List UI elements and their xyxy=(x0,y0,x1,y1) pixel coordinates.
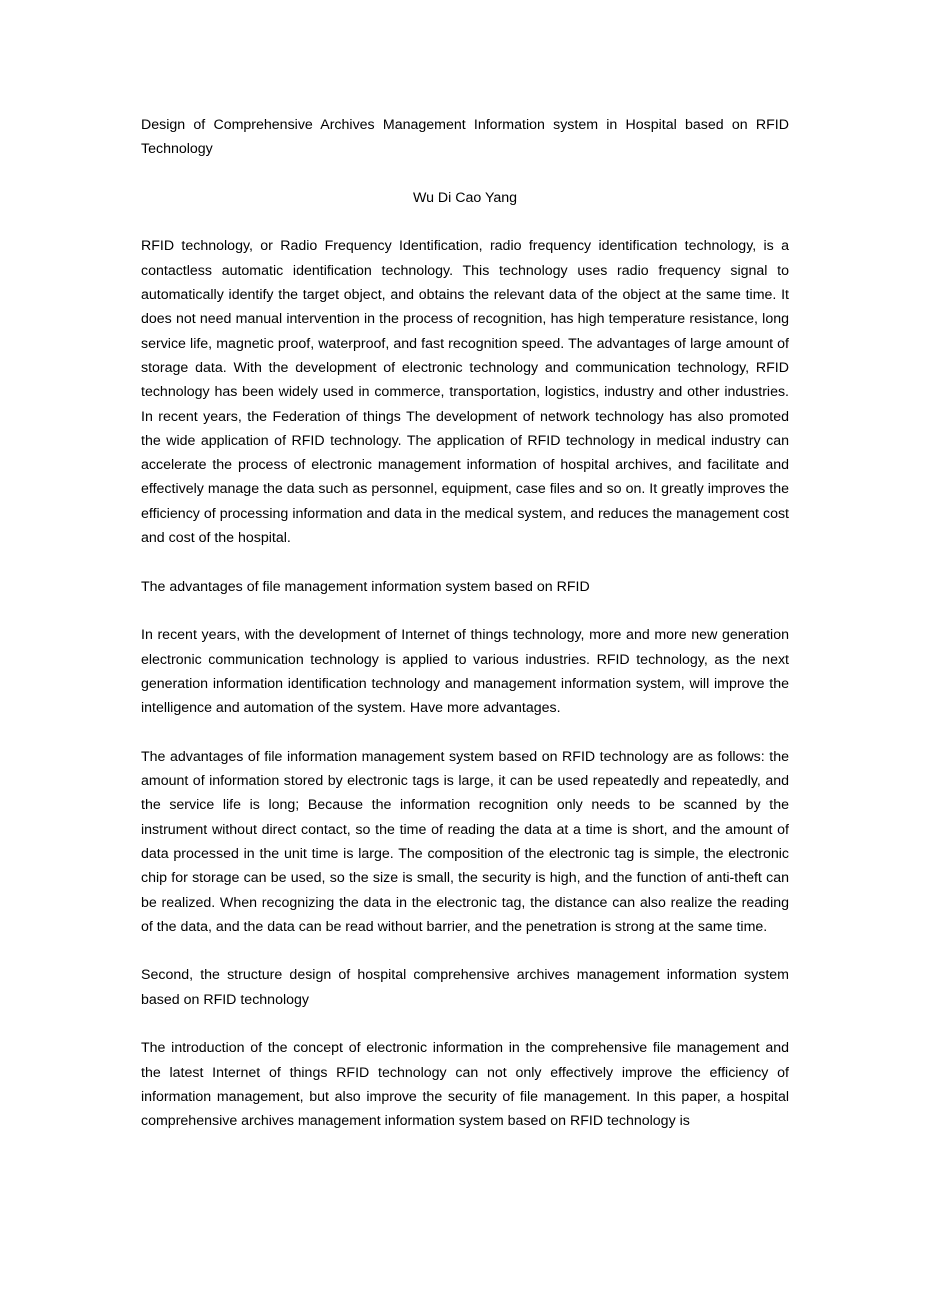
section1-heading: The advantages of file management information system based on RFID xyxy=(141,578,590,595)
intro-paragraph: RFID technology, or Radio Frequency Identification, radio frequency identification technology, is a contactless automatic identification technology. This technology uses radio frequency signal to automatically identify the target object, and obtains the relevant data of the object at the same time. It does not need manual intervention in the process of recognition, has high temperature resistance, long service life, magnetic proof, waterproof, and fast recognition speed. The advantages of large amount of storage data. With the development of electronic technology and communication technology, RFID technology has been widely used in commerce, transportation, logistics, industry and other industries. In recent years, the Federation of things The development of network technology has also promoted the wide application of RFID technology. The application of RFID technology in medical industry can accelerate the process of electronic management information of hospital archives, and facilitate and effectively manage the data such as personnel, equipment, case files and so on. It greatly improves the efficiency of processing information and data in the medical system, and reduces the management cost and cost of the hospital. xyxy=(141,238,789,547)
document-page xyxy=(141,113,789,1158)
section1-paragraph-1: In recent years, with the development of Internet of things technology, more and more new generation electronic communication technology is applied to various industries. RFID technology, as the next generation information identification technology and management information system, will improve the intelligence and automation of the system. Have more advantages. xyxy=(141,627,789,717)
section2-heading: Second, the structure design of hospital comprehensive archives management information system based on RFID technology xyxy=(141,967,789,1008)
document-title: Design of Comprehensive Archives Management Information system in Hospital based on RFID Technology xyxy=(141,117,789,158)
section1-paragraph-2: The advantages of file information management system based on RFID technology are as follows: the amount of information stored by electronic tags is large, it can be used repeatedly and repeatedly, and the service life is long; Because the information recognition only needs to be scanned by the instrument without direct contact, so the time of reading the data at a time is short, and the amount of data processed in the unit time is large. The composition of the electronic tag is simple, the electronic chip for storage can be used, so the size is small, the security is high, and the function of anti-theft can be realized. When recognizing the data in the electronic tag, the distance can also realize the reading of the data, and the data can be read without barrier, and the penetration is strong at the same time. xyxy=(141,748,789,935)
author-line: Wu Di Cao Yang xyxy=(412,189,518,206)
section2-paragraph-1: The introduction of the concept of electronic information in the comprehensive file management and the latest Internet of things RFID technology can not only effectively improve the efficiency of information management, but also improve the security of file management. In this paper, a hospital comprehensive archives management information system based on RFID technology is xyxy=(141,1040,789,1130)
